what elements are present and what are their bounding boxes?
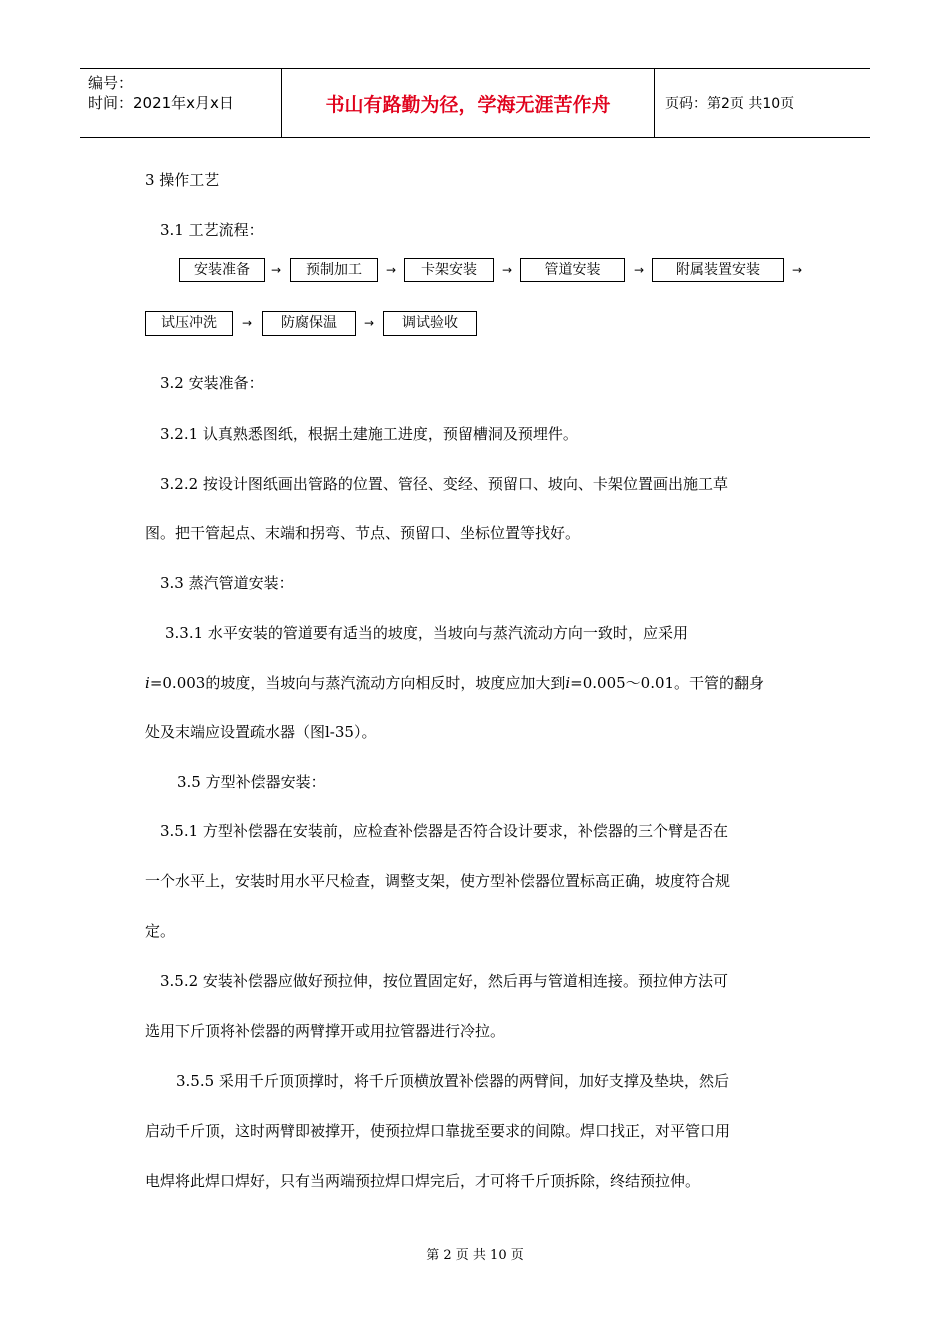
paragraph-3-5-1-line: 定。 xyxy=(145,922,176,940)
section-3-1-heading: 3.1 工艺流程： xyxy=(160,221,264,239)
document-date-label: 时间：2021年x月x日 xyxy=(88,94,234,112)
page-footer: 第 2 页 共 10 页 xyxy=(426,1248,524,1263)
paragraph-3-3-1-line: 处及末端应设置疏水器（图l-35）。 xyxy=(145,723,377,741)
flow-step-pipe-install: 管道安装 xyxy=(520,258,625,282)
slope-variable: i xyxy=(145,674,150,692)
header-motto: 书山有路勤为径，学海无涯苦作舟 xyxy=(325,93,611,116)
header-meta xyxy=(88,73,278,113)
page-header xyxy=(80,68,870,138)
paragraph-3-5-5-line: 3.5.5 采用千斤顶顶撑时，将千斤顶横放置补偿器的两臂间，加好支撑及垫块，然后 xyxy=(176,1072,729,1090)
flow-step-bracket-install: 卡架安装 xyxy=(404,258,494,282)
section-3-5-heading: 3.5 方型补偿器安装： xyxy=(177,773,326,791)
paragraph-3-5-1-line: 一个水平上，安装时用水平尺检查，调整支架，使方型补偿器位置标高正确，坡度符合规 xyxy=(145,872,731,890)
flow-arrow: → xyxy=(386,263,397,277)
slope-text: =0.003的坡度，当坡向与蒸汽流动方向相反时，坡度应加大到 xyxy=(149,674,566,692)
paragraph-3-3-1-line xyxy=(145,658,810,708)
paragraph-3-5-2-line: 选用下斤顶将补偿器的两臂撑开或用拉管器进行冷拉。 xyxy=(145,1022,506,1040)
paragraph-3-5-1-line: 3.5.1 方型补偿器在安装前，应检查补偿器是否符合设计要求，补偿器的三个臂是否在 xyxy=(160,822,728,840)
paragraph-3-2-2-line: 图。把干管起点、末端和拐弯、节点、预留口、坐标位置等找好。 xyxy=(145,524,581,542)
flow-step-anticorrosion: 防腐保温 xyxy=(262,311,356,336)
flow-arrow: → xyxy=(792,263,803,277)
section-3-2-heading: 3.2 安装准备： xyxy=(160,374,264,392)
paragraph-3-3-1-line: 3.3.1 水平安装的管道要有适当的坡度，当坡向与蒸汽流动方向一致时，应采用 xyxy=(165,624,688,642)
flow-arrow: → xyxy=(634,263,645,277)
flow-step-pressure-test: 试压冲洗 xyxy=(145,311,233,336)
paragraph-3-2-1: 3.2.1 认真熟悉图纸，根据土建施工进度，预留槽洞及预埋件。 xyxy=(160,425,578,443)
flow-arrow: → xyxy=(271,263,282,277)
flow-step-accessory-install: 附属装置安装 xyxy=(652,258,784,282)
flow-arrow: → xyxy=(364,316,375,330)
paragraph-3-5-5-line: 启动千斤顶，这时两臂即被撑开，使预拉焊口靠拢至要求的间隙。焊口找正，对平管口用 xyxy=(145,1122,731,1140)
paragraph-3-2-2-line: 3.2.2 按设计图纸画出管路的位置、管径、变经、预留口、坡向、卡架位置画出施工草 xyxy=(160,475,728,493)
header-divider xyxy=(654,69,655,137)
flow-step-commissioning: 调试验收 xyxy=(383,311,477,336)
flow-step-prefabrication: 预制加工 xyxy=(290,258,378,282)
flow-arrow: → xyxy=(242,316,253,330)
flow-arrow: → xyxy=(502,263,513,277)
header-page-info: 页码：第2页 共10页 xyxy=(665,96,795,112)
document-number-label: 编号： xyxy=(88,74,134,92)
section-3-3-heading: 3.3 蒸汽管道安装： xyxy=(160,574,294,592)
paragraph-3-5-2-line: 3.5.2 安装补偿器应做好预拉伸，按位置固定好，然后再与管道相连接。预拉伸方法可 xyxy=(160,972,728,990)
flow-step-install-prep: 安装准备 xyxy=(179,258,265,282)
paragraph-3-5-5-line: 电焊将此焊口焊好，只有当两端预拉焊口焊完后，才可将千斤顶拆除，终结预拉伸。 xyxy=(145,1172,701,1190)
slope-variable: i xyxy=(565,674,571,692)
section-3-heading: 3 操作工艺 xyxy=(145,171,220,189)
slope-text: =0.005～0.01。干管的翻身 xyxy=(570,674,765,692)
